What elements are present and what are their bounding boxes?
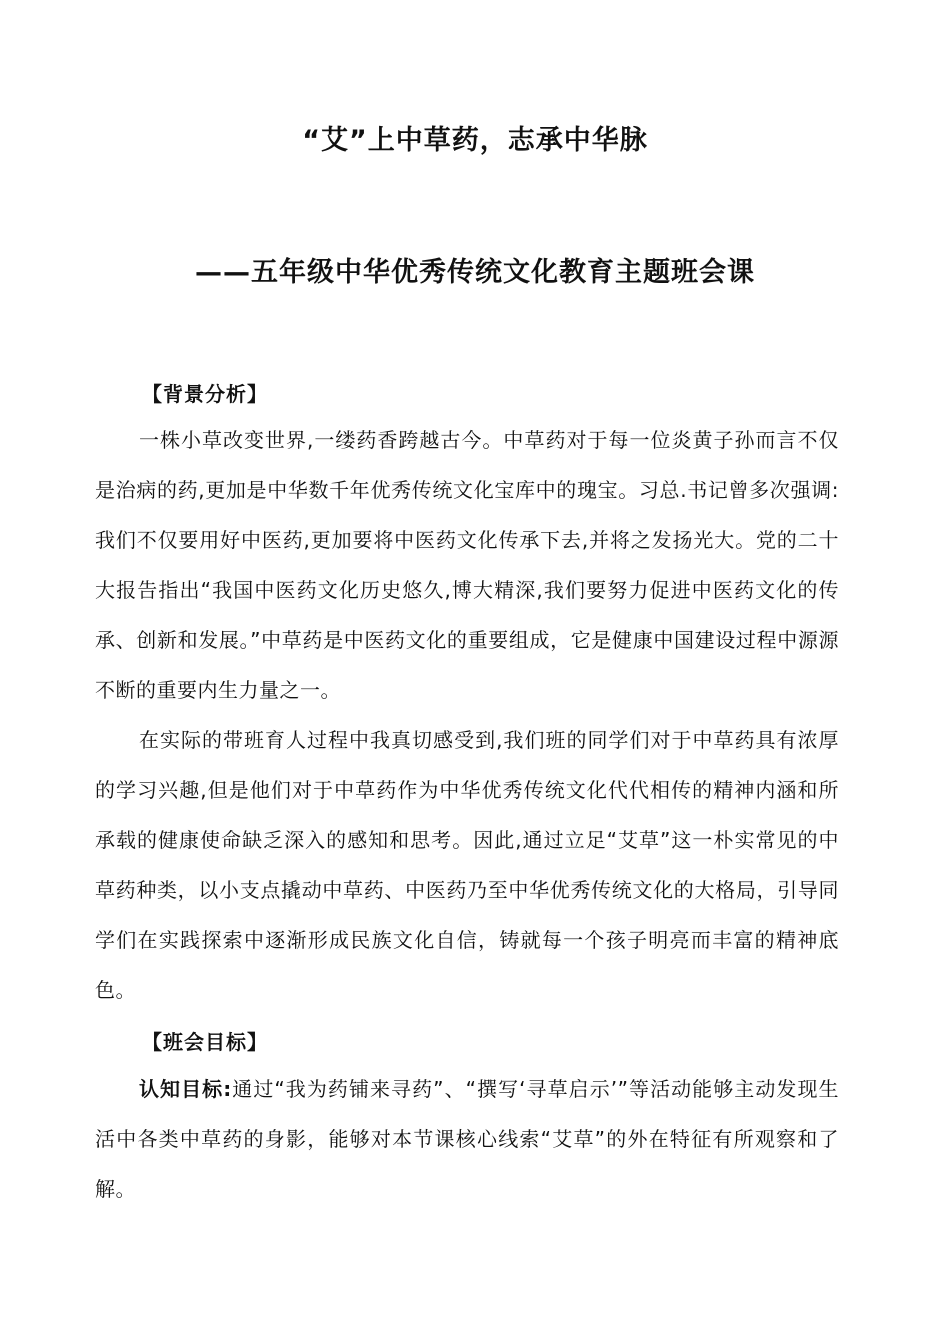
paragraph-cognitive-goal xyxy=(95,1064,839,1214)
cognitive-goal-label: 认知目标: xyxy=(139,1077,232,1101)
paragraph-background-1: 一株小草改变世界,一缕药香跨越古今。中草药对于每一位炎黄子孙而言不仅是治病的药,更加是中华数千年优秀传统文化宝库中的瑰宝。习总.书记曾多次强调:我们不仅要用好中医药,更加要将中医药文化传承下去,并将之发扬光大。党的二十大报告指出“我国中医药文化历史悠久,博大精深,我们要努力促进中医药文化的传承、创新和发展。”中草药是中医药文化的重要组成，它是健康中国建设过程中源源不断的重要内生力量之一。 xyxy=(95,428,839,702)
cognitive-goal-text: 通过“我为药铺来寻药”、“撰写‘寻草启示’”等活动能够主动发现生活中各类中草药的身影，能够对本节课核心线索“艾草”的外在特征有所观察和了解。 xyxy=(95,1077,839,1201)
paragraph-background-2: 在实际的带班育人过程中我真切感受到,我们班的同学们对于中草药具有浓厚的学习兴趣,但是他们对于中草药作为中华优秀传统文化代代相传的精神内涵和所承载的健康使命缺乏深入的感知和思考。因此,通过立足“艾草”这一朴实常见的中草药种类，以小支点撬动中草药、中医药乃至中华优秀传统文化的大格局，引导同学们在实践探索中逐渐形成民族文化自信，铸就每一个孩子明亮而丰富的精神底色。 xyxy=(95,728,839,1002)
document-title: “艾”上中草药，志承中华脉 xyxy=(302,125,648,156)
document-subtitle: ——五年级中华优秀传统文化教育主题班会课 xyxy=(195,257,755,288)
section-heading-background: 【背景分析】 xyxy=(142,382,268,406)
section-heading-goals: 【班会目标】 xyxy=(142,1030,268,1054)
